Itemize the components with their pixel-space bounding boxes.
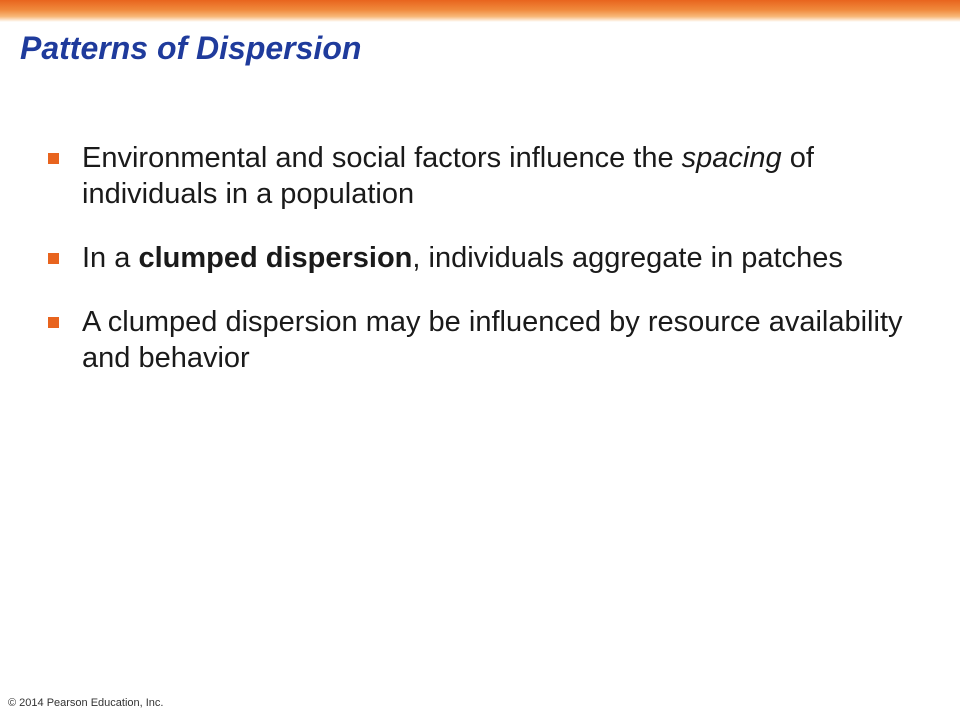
bullet-text-segment: Environmental and social factors influence the xyxy=(82,142,682,174)
bullet-text-segment-italic: spacing xyxy=(681,142,782,174)
copyright-footer: © 2014 Pearson Education, Inc. xyxy=(8,697,164,709)
square-bullet-icon xyxy=(48,253,59,264)
top-accent-bar xyxy=(0,0,960,22)
bullet-text-segment: , individuals aggregate in patches xyxy=(412,242,843,274)
square-bullet-icon xyxy=(48,153,59,164)
bullet-item xyxy=(48,240,928,276)
bullet-list xyxy=(48,140,928,404)
bullet-item xyxy=(48,140,928,212)
bullet-text-segment-bold: clumped dispersion xyxy=(138,242,413,274)
bullet-text-segment: A clumped dispersion may be influenced by resource availability and behavior xyxy=(82,306,903,374)
bullet-text-segment: of individuals in a population xyxy=(82,142,814,210)
bullet-text-segment: In a xyxy=(82,242,139,274)
slide-title: Patterns of Dispersion xyxy=(20,30,362,66)
bullet-item xyxy=(48,304,928,376)
square-bullet-icon xyxy=(48,317,59,328)
